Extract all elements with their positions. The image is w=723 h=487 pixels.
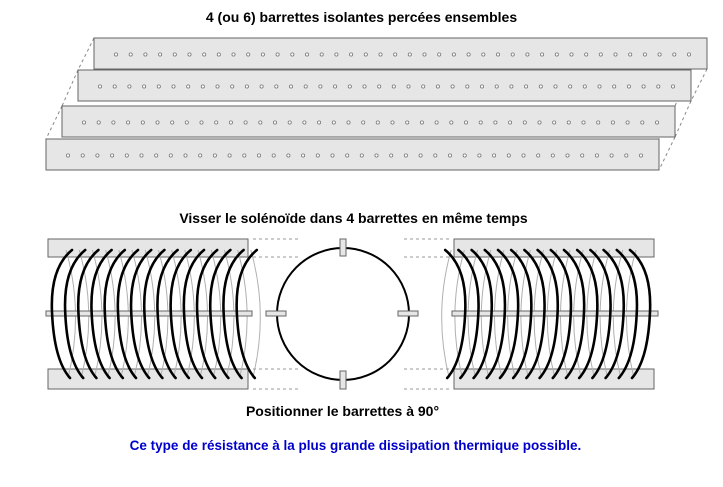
bar-hole	[217, 53, 220, 56]
bar-hole	[305, 53, 308, 56]
bar-hole	[289, 85, 292, 88]
bar-hole	[493, 154, 496, 157]
bar-hole	[96, 154, 99, 157]
left-coil-assembly	[46, 239, 298, 389]
bar-hole	[231, 85, 234, 88]
bar-hole	[464, 121, 467, 124]
bar-hole	[362, 121, 365, 124]
spacer-bar-middle	[452, 311, 658, 316]
bar-hole	[435, 121, 438, 124]
bar-hole	[525, 85, 528, 88]
bar-hole	[320, 53, 323, 56]
bar-hole	[346, 154, 349, 157]
perspective-guide-right	[659, 137, 675, 170]
bar-hole	[687, 53, 690, 56]
bar-hole	[420, 121, 423, 124]
bar-hole	[347, 121, 350, 124]
bar-hole	[480, 85, 483, 88]
bar-hole	[494, 121, 497, 124]
bar-hole	[229, 121, 232, 124]
bar-hole	[581, 154, 584, 157]
bar-hole	[583, 85, 586, 88]
bar-hole	[610, 154, 613, 157]
bar-hole	[291, 53, 294, 56]
bar-hole	[673, 53, 676, 56]
bar-hole	[98, 85, 101, 88]
bar-hole	[523, 121, 526, 124]
bar-hole	[391, 121, 394, 124]
bar-hole	[452, 53, 455, 56]
bar-hole	[671, 85, 674, 88]
bar-hole	[569, 85, 572, 88]
bar-hole	[555, 53, 558, 56]
bar-hole	[81, 154, 84, 157]
bar-hole	[232, 53, 235, 56]
bar-hole	[276, 53, 279, 56]
bar-hole	[114, 53, 117, 56]
bar-hole	[408, 53, 411, 56]
bar-hole	[436, 85, 439, 88]
bar-hole	[331, 154, 334, 157]
spacer-bar-middle	[46, 311, 252, 316]
bar-hole	[582, 121, 585, 124]
bar-hole	[348, 85, 351, 88]
bar-hole	[376, 121, 379, 124]
dissipation-note: Ce type de résistance à la plus grande dissipation thermique possible.	[129, 438, 582, 453]
bar-hole	[404, 154, 407, 157]
bar-hole	[260, 85, 263, 88]
bar-hole	[82, 121, 85, 124]
bar-hole	[144, 53, 147, 56]
bar-hole	[642, 85, 645, 88]
bar-hole	[66, 154, 69, 157]
bar-hole	[566, 154, 569, 157]
caption-screw-solenoid: Visser le solénoïde dans 4 barrettes en même temps	[179, 210, 528, 226]
bar-hole	[247, 53, 250, 56]
bar-hole	[113, 85, 116, 88]
bar-hole	[143, 85, 146, 88]
spacer-tab	[340, 239, 346, 256]
bar-hole	[112, 121, 115, 124]
bar-hole	[379, 53, 382, 56]
bar-hole	[419, 154, 422, 157]
bar-hole	[482, 53, 485, 56]
bar-hole	[375, 154, 378, 157]
bar-hole	[507, 154, 510, 157]
bar-hole	[140, 154, 143, 157]
bar-hole	[169, 154, 172, 157]
bar-hole	[537, 154, 540, 157]
bar-hole	[407, 85, 410, 88]
perspective-guide-left	[78, 38, 94, 70]
bar-hole	[364, 53, 367, 56]
bar-hole	[187, 85, 190, 88]
bar-hole	[335, 53, 338, 56]
bar-hole	[614, 53, 617, 56]
bar-hole	[451, 85, 454, 88]
bar-hole	[245, 85, 248, 88]
bar-hole	[625, 154, 628, 157]
bar-hole	[243, 154, 246, 157]
bar-hole	[171, 121, 174, 124]
bar-hole	[156, 121, 159, 124]
caption-position-bars: Positionner le barrettes à 90°	[245, 403, 440, 419]
bar-hole	[159, 53, 162, 56]
bar-hole	[350, 53, 353, 56]
bar-hole	[360, 154, 363, 157]
bar-hole	[627, 85, 630, 88]
perspective-guide-right	[675, 101, 691, 137]
bar-hole	[201, 85, 204, 88]
bar-hole	[216, 85, 219, 88]
right-coil-assembly	[404, 239, 658, 389]
solenoid-cross-section	[277, 248, 409, 380]
bar-hole	[363, 85, 366, 88]
bar-hole	[613, 85, 616, 88]
cross-section-view	[266, 239, 418, 389]
bar-hole	[522, 154, 525, 157]
drilled-bars-group	[46, 38, 707, 170]
bar-hole	[658, 53, 661, 56]
bar-hole	[423, 53, 426, 56]
bar-hole	[538, 121, 541, 124]
bar-hole	[466, 85, 469, 88]
bar-hole	[463, 154, 466, 157]
bar-hole	[97, 121, 100, 124]
bar-hole	[597, 121, 600, 124]
bar-hole	[203, 53, 206, 56]
bar-hole	[111, 154, 114, 157]
bar-hole	[511, 53, 514, 56]
bar-hole	[422, 85, 425, 88]
bar-hole	[215, 121, 218, 124]
spacer-tab	[266, 311, 286, 316]
bar-hole	[172, 85, 175, 88]
perspective-guide-left	[62, 70, 78, 106]
bar-hole	[657, 85, 660, 88]
bar-hole	[188, 53, 191, 56]
bar-hole	[272, 154, 275, 157]
bar-hole	[125, 154, 128, 157]
bar-hole	[526, 53, 529, 56]
bar-hole	[598, 85, 601, 88]
bar-hole	[448, 154, 451, 157]
caption-drilled-bars: 4 (ou 6) barrettes isolantes percées ensembles	[205, 9, 518, 25]
bar-hole	[639, 154, 642, 157]
bar-hole	[655, 121, 658, 124]
bar-hole	[495, 85, 498, 88]
bar-hole	[510, 85, 513, 88]
bar-hole	[551, 154, 554, 157]
bar-hole	[541, 53, 544, 56]
perspective-guide-right	[691, 69, 707, 101]
bar-hole	[157, 85, 160, 88]
spacer-tab	[340, 371, 346, 389]
bar-hole	[261, 53, 264, 56]
coil-turn-back	[442, 250, 452, 378]
bar-hole	[438, 53, 441, 56]
bar-hole	[287, 154, 290, 157]
bar-hole	[599, 53, 602, 56]
bar-hole	[213, 154, 216, 157]
bar-hole	[155, 154, 158, 157]
bar-hole	[288, 121, 291, 124]
bar-hole	[141, 121, 144, 124]
bar-hole	[259, 121, 262, 124]
bar-hole	[185, 121, 188, 124]
bar-hole	[302, 154, 305, 157]
bar-hole	[199, 154, 202, 157]
bar-hole	[173, 53, 176, 56]
bar-hole	[304, 85, 307, 88]
bar-hole	[567, 121, 570, 124]
bar-hole	[244, 121, 247, 124]
bar-hole	[509, 121, 512, 124]
bar-hole	[585, 53, 588, 56]
bar-hole	[553, 121, 556, 124]
perspective-guide-left	[46, 106, 62, 139]
bar-hole	[434, 154, 437, 157]
bar-hole	[450, 121, 453, 124]
bar-hole	[316, 154, 319, 157]
bar-hole	[595, 154, 598, 157]
bar-hole	[392, 85, 395, 88]
bar-hole	[127, 121, 130, 124]
bar-hole	[128, 85, 131, 88]
bar-hole	[626, 121, 629, 124]
bar-hole	[273, 121, 276, 124]
bar-hole	[467, 53, 470, 56]
bar-hole	[129, 53, 132, 56]
bar-hole	[478, 154, 481, 157]
bar-hole	[334, 85, 337, 88]
bar-hole	[570, 53, 573, 56]
spacer-tab	[398, 311, 418, 316]
bar-hole	[200, 121, 203, 124]
bar-hole	[641, 121, 644, 124]
bar-hole	[378, 85, 381, 88]
bar-hole	[184, 154, 187, 157]
bar-hole	[257, 154, 260, 157]
bar-hole	[629, 53, 632, 56]
bar-hole	[554, 85, 557, 88]
bar-hole	[406, 121, 409, 124]
bar-hole	[394, 53, 397, 56]
bar-hole	[496, 53, 499, 56]
bar-hole	[332, 121, 335, 124]
bar-hole	[479, 121, 482, 124]
bar-hole	[275, 85, 278, 88]
bar-hole	[539, 85, 542, 88]
bar-hole	[318, 121, 321, 124]
bar-hole	[303, 121, 306, 124]
bar-hole	[643, 53, 646, 56]
bar-hole	[228, 154, 231, 157]
bar-hole	[390, 154, 393, 157]
bar-hole	[611, 121, 614, 124]
bar-hole	[319, 85, 322, 88]
